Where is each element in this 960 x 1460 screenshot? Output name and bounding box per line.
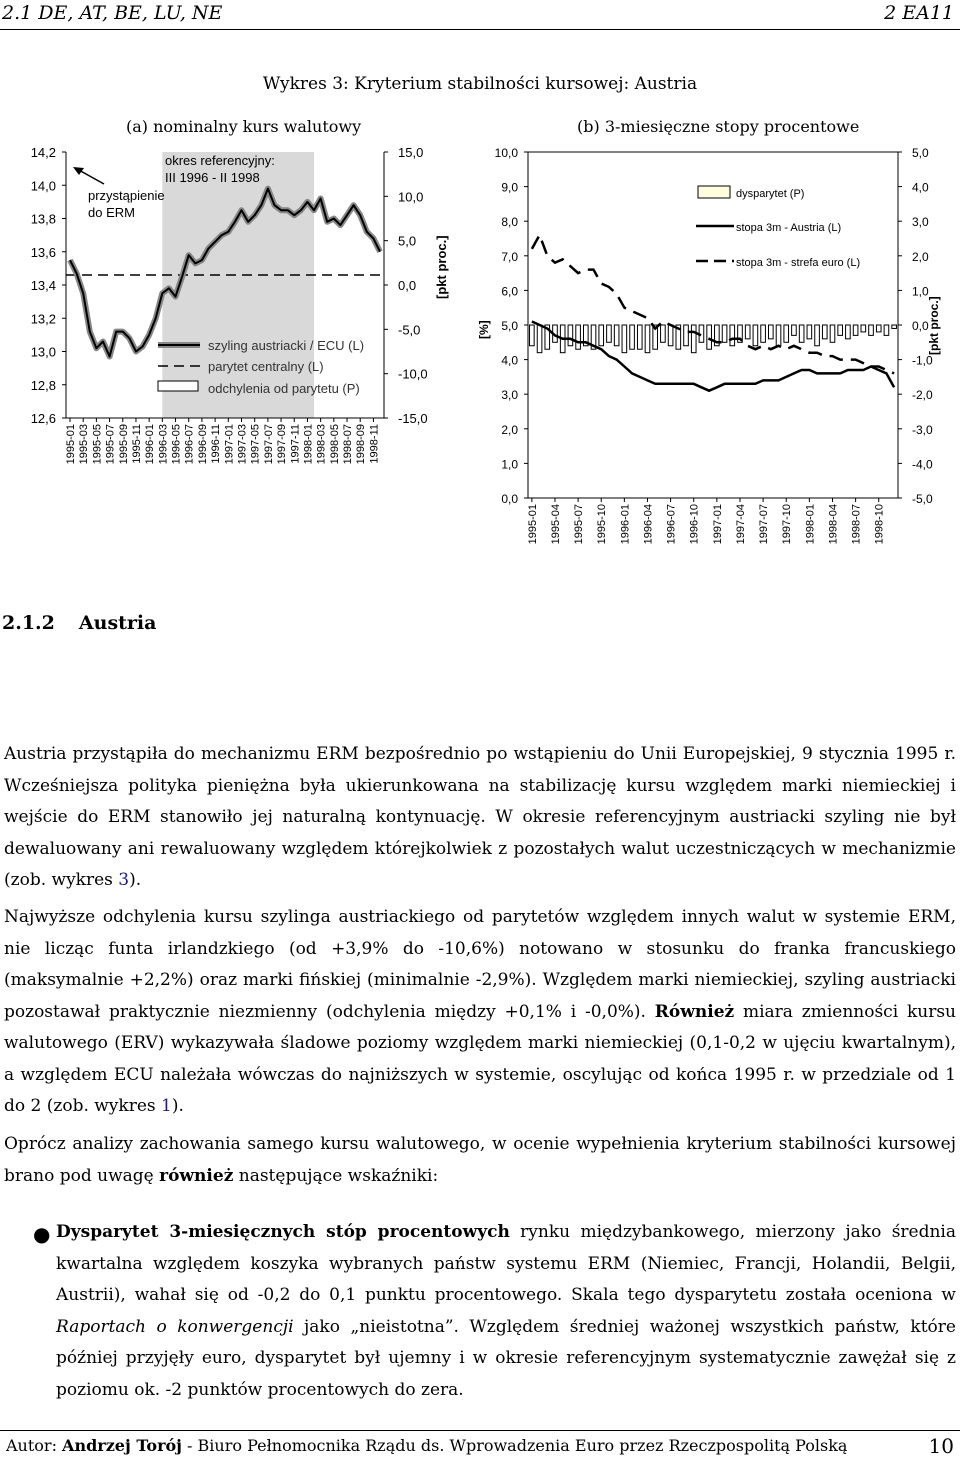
disparity-bar <box>853 325 858 335</box>
disparity-bar <box>637 325 642 349</box>
x-tick-label: 1996-01 <box>619 504 632 545</box>
left-tick-label: 6,0 <box>501 284 518 299</box>
reference-period-dates: III 1996 - II 1998 <box>165 170 260 185</box>
right-axis-label: [pkt proc.] <box>434 235 449 299</box>
disparity-bar <box>784 325 789 342</box>
paragraph-3: Oprócz analizy zachowania samego kursu walutowego, w ocenie wypełnienia kryterium stabilności kursowej brano pod uwagę również następujące wskaźniki: <box>4 1134 956 1186</box>
left-tick-label: 12,6 <box>30 411 56 426</box>
paragraph-1: Austria przystąpiła do mechanizmu ERM bezpośrednio po wstąpieniu do Unii Europejskiej, 9 stycznia 1995 r. Wcześniejsza polityka pieniężna była ukierunkowana na stabilizację kursu względem marki niemieckiej i wejście do ERM stanowiło jej naturalną kontynuację. W okresie referencyjnym austriacki szyling nie był dewaluowany ani rewaluowany względem którejkolwiek z pozostałych walut uczestniczących w mechanizmie (zob. wykres 3). <box>4 744 956 890</box>
disparity-bar <box>792 325 797 335</box>
left-tick-label: 2,0 <box>501 422 518 437</box>
disparity-bar <box>622 325 627 353</box>
x-tick-label: 1998-01 <box>302 424 315 465</box>
disparity-bar <box>530 325 535 346</box>
x-tick-label: 1996-09 <box>196 424 209 465</box>
disparity-bar <box>776 325 781 346</box>
series-euro-area-rate <box>532 235 894 373</box>
disparity-bar <box>761 325 766 342</box>
right-tick-label: 0,0 <box>398 278 417 293</box>
disparity-bar <box>661 325 666 342</box>
figure-title: Wykres 3: Kryterium stabilności kursowej: Austria <box>262 74 698 94</box>
left-tick-label: 14,2 <box>30 145 56 160</box>
x-tick-label: 1997-01 <box>223 424 236 465</box>
disparity-bar <box>830 325 835 342</box>
right-axis-label: [pkt proc.] <box>927 296 941 355</box>
x-tick-label: 1995-07 <box>104 424 117 465</box>
header-left: 2.1 DE, AT, BE, LU, NE <box>2 2 223 24</box>
page-number: 10 <box>928 1434 954 1458</box>
left-tick-label: 14,0 <box>30 178 56 194</box>
legend-label: stopa 3m - Austria (L) <box>736 222 842 234</box>
right-tick-label: -15,0 <box>398 411 428 426</box>
right-tick-label: -3,0 <box>912 422 933 437</box>
left-tick-label: 13,0 <box>30 344 56 360</box>
disparity-bar <box>630 325 635 349</box>
left-tick-label: 10,0 <box>494 146 518 160</box>
x-tick-label: 1997-11 <box>289 424 302 464</box>
x-tick-label: 1996-03 <box>157 424 170 465</box>
legend-swatch-deviation <box>158 381 198 391</box>
x-tick-label: 1996-07 <box>183 424 196 465</box>
x-tick-label: 1996-01 <box>144 424 157 465</box>
left-tick-label: 9,0 <box>501 180 518 195</box>
x-tick-label: 1995-11 <box>130 424 143 464</box>
bullet-item: Dysparytet 3-miesięcznych stóp procentowych rynku międzybankowego, mierzony jako średnia kwartalna względem koszyka wybranych państw systemu ERM (Niemiec, Francji, Holandii, Belgii, Austrii), wahał się od -0,2 do 0,1 punktu procentowego. Skala tego dysparytetu została oceniona w Raportach o konwergencji jako „nieistotna”. Względem średniej ważonej wszystkich państw, które później przyjęły euro, dysparytet był ujemny i w okresie referencyjnym systematycznie zawężał się z poziomu ok. -2 punktów procentowych do zera. <box>56 1222 957 1400</box>
left-tick-label: 12,8 <box>30 377 56 393</box>
x-tick-label: 1996-04 <box>642 504 655 545</box>
x-tick-label: 1995-04 <box>549 504 562 545</box>
right-tick-label: 5,0 <box>912 146 929 160</box>
left-tick-label: 13,4 <box>30 278 56 293</box>
right-tick-label: 15,0 <box>398 145 424 160</box>
x-tick-label: 1998-11 <box>368 424 381 464</box>
right-tick-label: 3,0 <box>912 215 929 230</box>
footer-text: Autor: Andrzej Torój - Biuro Pełnomocnika Rządu ds. Wprowadzenia Euro przez Rzeczpospolitą Polską <box>6 1436 848 1455</box>
bullet-dot: ● <box>33 1222 51 1246</box>
chart-b-subtitle: (b) 3-miesięczne stopy procentowe <box>577 117 860 136</box>
x-tick-label: 1997-01 <box>711 504 724 545</box>
x-tick-label: 1995-01 <box>65 424 77 465</box>
left-tick-label: 1,0 <box>501 457 518 472</box>
x-tick-label: 1998-07 <box>850 504 863 545</box>
erm-entry-label: przystąpienie <box>88 188 165 203</box>
disparity-bar <box>645 325 650 353</box>
reference-period-shade <box>162 152 314 418</box>
disparity-bar <box>576 325 581 349</box>
disparity-bar <box>869 325 874 335</box>
x-tick-label: 1996-05 <box>170 424 183 465</box>
legend-label: stopa 3m - strefa euro (L) <box>736 257 861 269</box>
disparity-bar <box>807 325 812 339</box>
disparity-bar <box>707 325 712 349</box>
disparity-bar <box>892 325 897 328</box>
x-tick-label: 1998-05 <box>328 424 341 465</box>
right-tick-label: 1,0 <box>912 284 929 299</box>
x-tick-label: 1997-10 <box>781 504 794 545</box>
disparity-bar <box>730 325 735 346</box>
x-tick-label: 1995-03 <box>78 424 91 465</box>
left-axis-label: [%] <box>477 320 491 339</box>
disparity-bar <box>822 325 827 339</box>
x-tick-label: 1998-01 <box>804 504 817 545</box>
chart-a-exchange-rate <box>0 140 480 480</box>
x-tick-label: 1997-07 <box>758 504 771 545</box>
disparity-bar <box>537 325 542 353</box>
chart-a-subtitle: (a) nominalny kurs walutowy <box>126 117 362 136</box>
right-tick-label: 4,0 <box>912 180 929 195</box>
right-tick-label: -1,0 <box>912 353 933 368</box>
x-tick-label: 1998-09 <box>355 424 368 465</box>
x-tick-label: 1997-03 <box>236 424 249 465</box>
right-tick-label: -5,0 <box>398 322 421 338</box>
left-tick-label: 13,2 <box>30 311 56 327</box>
header-rule <box>0 29 960 30</box>
x-tick-label: 1998-10 <box>873 504 886 545</box>
reference-period-label: okres referencyjny: <box>165 153 275 168</box>
right-tick-label: -5,0 <box>912 492 933 506</box>
disparity-bar <box>861 325 866 332</box>
disparity-bar <box>568 325 573 346</box>
x-tick-label: 1997-09 <box>276 424 289 465</box>
disparity-bar <box>684 325 689 346</box>
disparity-bar <box>722 325 727 342</box>
left-tick-label: 13,6 <box>30 244 56 260</box>
right-tick-label: 0,0 <box>912 319 929 333</box>
right-tick-label: -4,0 <box>912 457 933 472</box>
left-tick-label: 3,0 <box>501 388 518 403</box>
left-tick-label: 7,0 <box>501 249 518 264</box>
paragraph-2: Najwyższe odchylenia kursu szylinga austriackiego od parytetów względem innych walut w systemie ERM, nie licząc funta irlandzkiego (od +3,9% do -10,6%) notowano w stosunku do franka francuskiego (maksymalnie +2,2%) oraz marki fińskiej (minimalnie -2,9%). Względem marki niemieckiej, szyling austriacki pozostawał praktycznie niezmienny (odchylenia między +0,1% i -0,0%). Również miara zmienności kursu walutowego (ERV) wykazywała śladowe poziomy względem marki niemieckiej (0,1-0,2 w ujęciu kwartalnym), a względem ECU należała wówczas do najniższych w systemie, oscylując od końca 1995 r. w przedziale od 1 do 2 (zob. wykres 1). <box>4 907 957 1116</box>
disparity-bar <box>838 325 843 335</box>
disparity-bar <box>799 325 804 342</box>
x-tick-label: 1998-04 <box>827 504 840 545</box>
x-tick-label: 1998-07 <box>342 424 355 465</box>
left-tick-label: 4,0 <box>501 353 518 368</box>
footer-rule <box>0 1430 960 1431</box>
right-tick-label: 2,0 <box>912 249 929 264</box>
section-number: 2.1.2 <box>2 612 55 634</box>
disparity-bar <box>745 325 750 339</box>
right-tick-label: -2,0 <box>912 388 933 403</box>
disparity-bar <box>607 325 612 342</box>
x-tick-label: 1995-09 <box>117 424 130 465</box>
right-tick-label: 10,0 <box>398 189 424 205</box>
disparity-bar <box>769 325 774 339</box>
x-tick-label: 1998-03 <box>315 424 328 465</box>
chart-b-interest-rates <box>470 140 960 580</box>
x-tick-label: 1996-07 <box>665 504 678 545</box>
disparity-bar <box>884 325 889 335</box>
x-tick-label: 1996-10 <box>688 504 701 545</box>
x-tick-label: 1995-01 <box>526 504 539 545</box>
disparity-bar <box>846 325 851 339</box>
erm-entry-arrowhead <box>73 167 84 175</box>
left-tick-label: 13,8 <box>30 211 56 227</box>
legend-label: odchylenia od parytetu (P) <box>208 381 360 396</box>
right-tick-label: 5,0 <box>398 233 417 249</box>
x-tick-label: 1997-07 <box>262 424 275 465</box>
header-right: 2 EA11 <box>884 2 954 24</box>
right-tick-label: -10,0 <box>398 366 428 382</box>
disparity-bar <box>691 325 696 353</box>
disparity-bar <box>668 325 673 346</box>
x-tick-label: 1995-07 <box>573 504 586 545</box>
disparity-bar <box>876 325 881 332</box>
section-heading <box>2 612 180 634</box>
disparity-bar <box>753 325 758 346</box>
left-tick-label: 5,0 <box>501 319 518 333</box>
legend-label: szyling austriacki / ECU (L) <box>208 338 365 353</box>
legend-label: dysparytet (P) <box>736 188 805 200</box>
erm-entry-label-2: do ERM <box>88 205 135 220</box>
x-tick-label: 1996-11 <box>210 424 223 464</box>
left-tick-label: 8,0 <box>501 215 518 230</box>
legend-swatch-disparity <box>698 186 730 198</box>
x-tick-label: 1997-04 <box>734 504 747 545</box>
running-header <box>0 0 960 30</box>
section-title: Austria <box>78 612 157 634</box>
x-tick-label: 1997-05 <box>249 424 262 465</box>
disparity-bar <box>614 325 619 346</box>
left-tick-label: 0,0 <box>501 492 518 506</box>
disparity-bar <box>599 325 604 346</box>
disparity-bar <box>815 325 820 346</box>
legend-label: parytet centralny (L) <box>208 359 324 374</box>
x-tick-label: 1995-05 <box>91 424 104 465</box>
x-tick-label: 1995-10 <box>596 504 609 545</box>
